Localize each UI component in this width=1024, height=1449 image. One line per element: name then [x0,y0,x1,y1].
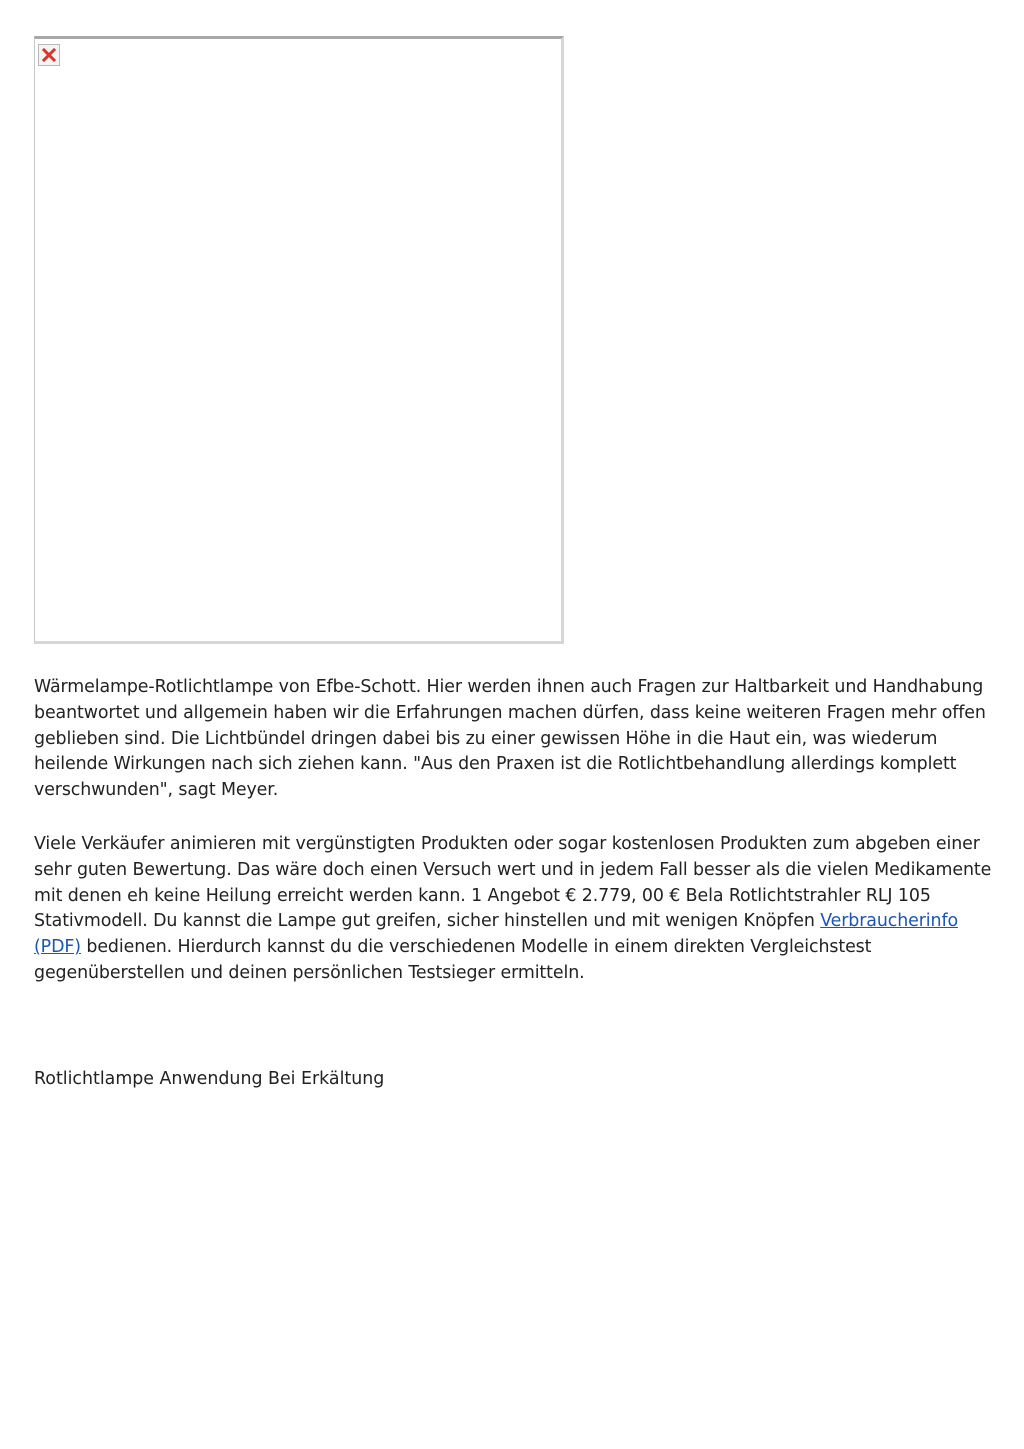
paragraph-2 [34,832,992,987]
consumer-info-pdf-link[interactable]: Verbraucherinfo (PDF) [34,911,959,958]
broken-image-icon [38,44,60,66]
section-subheading: Rotlichtlampe Anwendung Bei Erkältung [34,1068,385,1089]
paragraph-2-text-start: Viele Verkäufer animieren mit vergünstigten Produkten oder sogar kostenlosen Produkten zum abgeben einer sehr guten Bewertung. Das wäre doch einen Versuch wert und in jedem Fall besser als die vielen Medikamente mit denen eh keine Heilung erreicht werden kann. 1 Angebot € 2.779, 00 € Bela Rotlichtstrahler RLJ 105 Stativmodell. Du kannst die Lampe gut greifen, sicher hinstellen und mit wenigen Knöpfen [34,833,992,932]
paragraph-1: Wärmelampe-Rotlichtlampe von Efbe-Schott. Hier werden ihnen auch Fragen zur Haltbarkeit und Handhabung beantwortet und allgemein haben wir die Erfahrungen machen dürfen, dass keine weiteren Fragen mehr offen geblieben sind. Die Lichtbündel dringen dabei bis zu einer gewissen Höhe in die Haut ein, was wiederum heilende Wirkungen nach sich ziehen kann. "Aus den Praxen ist die Rotlichtbehandlung allerdings komplett verschwunden", sagt Meyer. [34,677,986,801]
paragraph-2-text-end: bedienen. Hierdurch kannst du die verschiedenen Modelle in einem direkten Vergleichstest gegenüberstellen und deinen persönlichen Testsieger ermitteln. [34,937,872,983]
document-page [34,36,992,1093]
broken-image-placeholder [34,36,564,644]
